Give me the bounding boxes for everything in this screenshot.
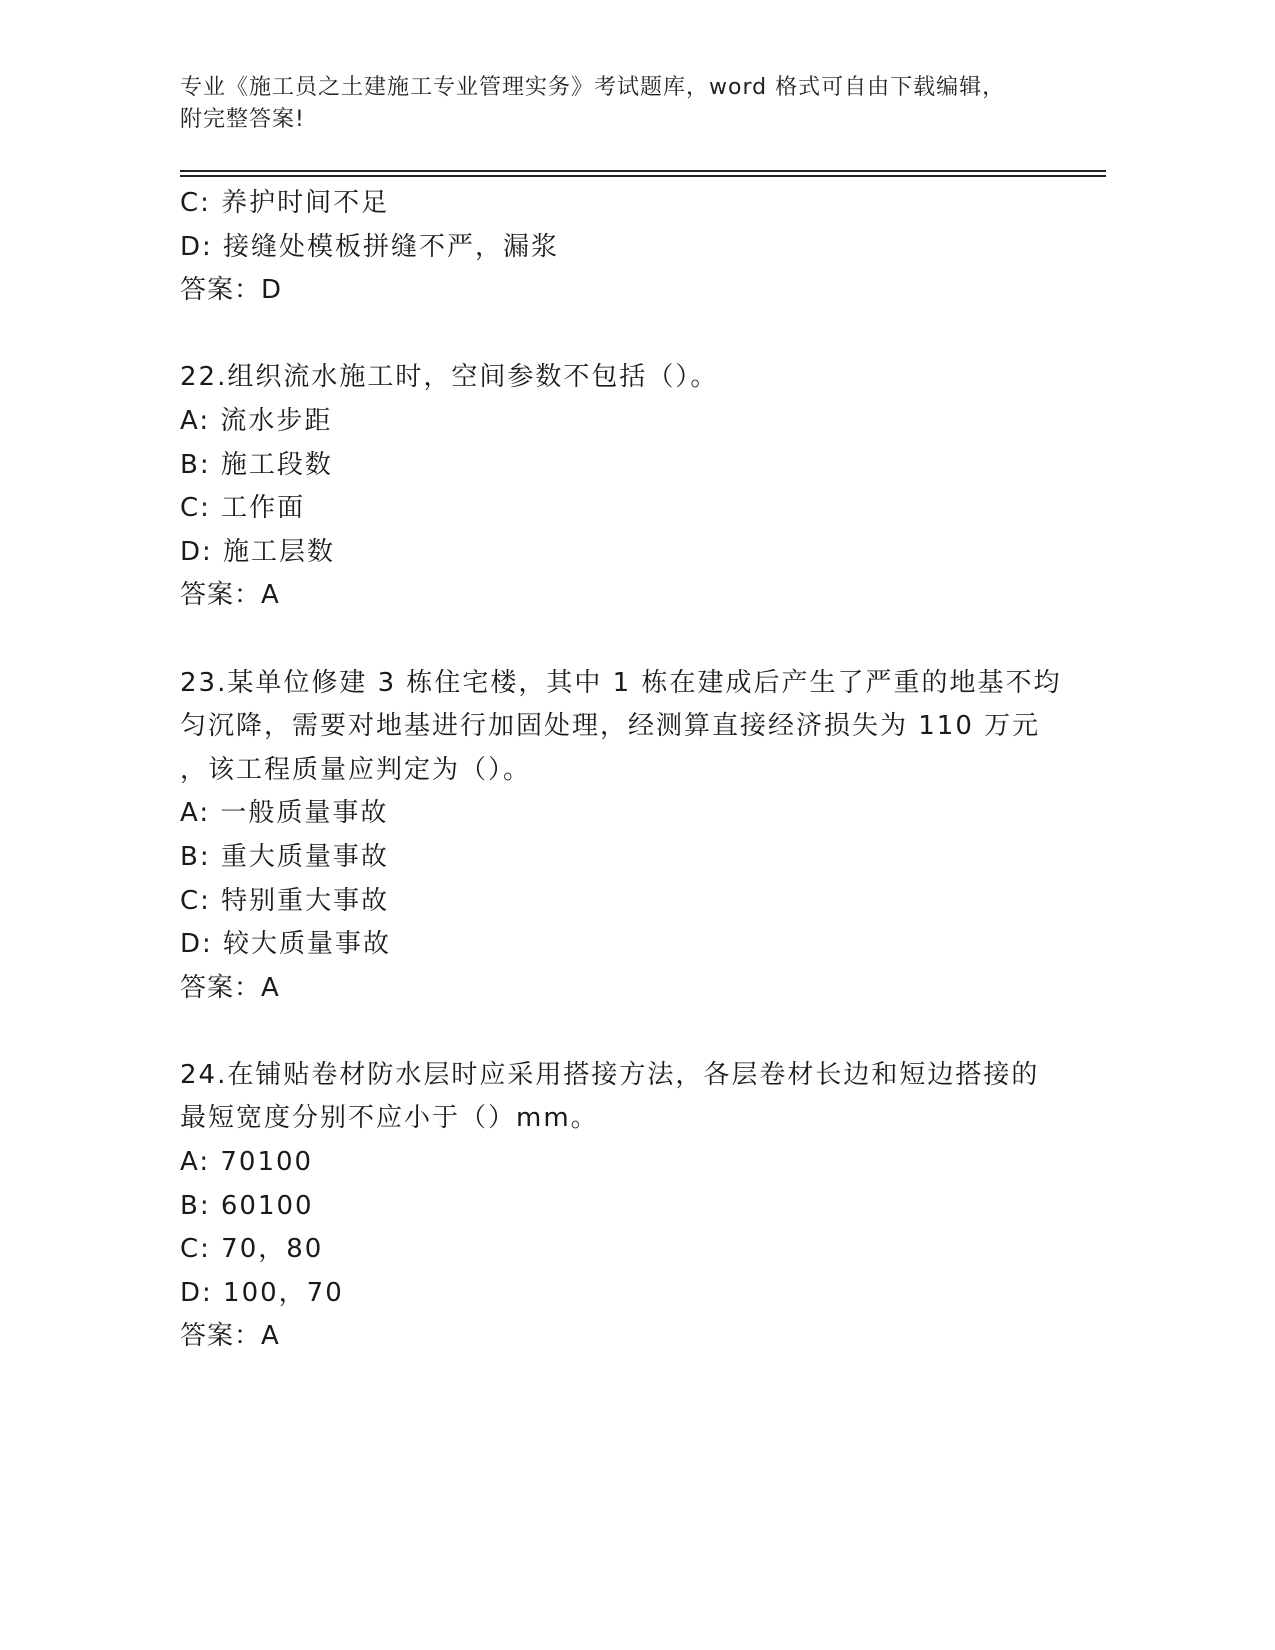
answer-option: B: 施工段数 [180,449,333,480]
question-text-line: 24.在铺贴卷材防水层时应采用搭接方法，各层卷材长边和短边搭接的 [180,1059,1040,1090]
answer-key: 答案：A [180,1321,280,1352]
answer-option: A: 流水步距 [180,405,333,436]
answer-option: C: 70，80 [180,1234,324,1265]
question-block [180,356,1060,618]
answer-option: D: 100，70 [180,1277,344,1308]
question-block [180,662,1060,1011]
question-text-line: ，该工程质量应判定为（）。 [180,754,532,785]
answer-option: B: 重大质量事故 [180,841,389,872]
header-line-2: 附完整答案! [180,107,305,132]
question-block [180,1054,1060,1359]
question-text-line: 最短宽度分别不应小于（）mm。 [180,1103,599,1134]
header-line-1: 专业《施工员之土建施工专业管理实务》考试题库，word 格式可自由下载编辑， [180,75,1006,100]
answer-key: 答案：A [180,972,280,1003]
answer-option: A: 70100 [180,1147,314,1178]
answer-option: D: 施工层数 [180,536,336,567]
answer-option: A: 一般质量事故 [180,798,389,829]
block-spacer [180,1010,1060,1054]
answer-option: B: 60100 [180,1190,314,1221]
answer-option: C: 工作面 [180,493,306,524]
header-rule-top [180,170,1106,172]
document-header [180,72,1040,136]
block-spacer [180,618,1060,662]
header-rule-bottom [180,175,1106,177]
answer-option: D: 接缝处模板拼缝不严，漏浆 [180,231,560,262]
question-text-line: 23.某单位修建 3 栋住宅楼，其中 1 栋在建成后产生了严重的地基不均 [180,667,1062,698]
answer-option: C: 养护时间不足 [180,188,390,218]
answer-key: 答案：D [180,275,283,306]
block-spacer [180,313,1060,357]
question-block [180,182,1060,313]
question-text-line: 匀沉降，需要对地基进行加固处理，经测算直接经济损失为 110 万元 [180,711,1041,742]
question-text-line: 22.组织流水施工时，空间参数不包括（）。 [180,362,719,393]
answer-key: 答案：A [180,580,280,611]
answer-option: C: 特别重大事故 [180,885,390,916]
question-list [180,182,1060,1359]
answer-option: D: 较大质量事故 [180,929,392,960]
